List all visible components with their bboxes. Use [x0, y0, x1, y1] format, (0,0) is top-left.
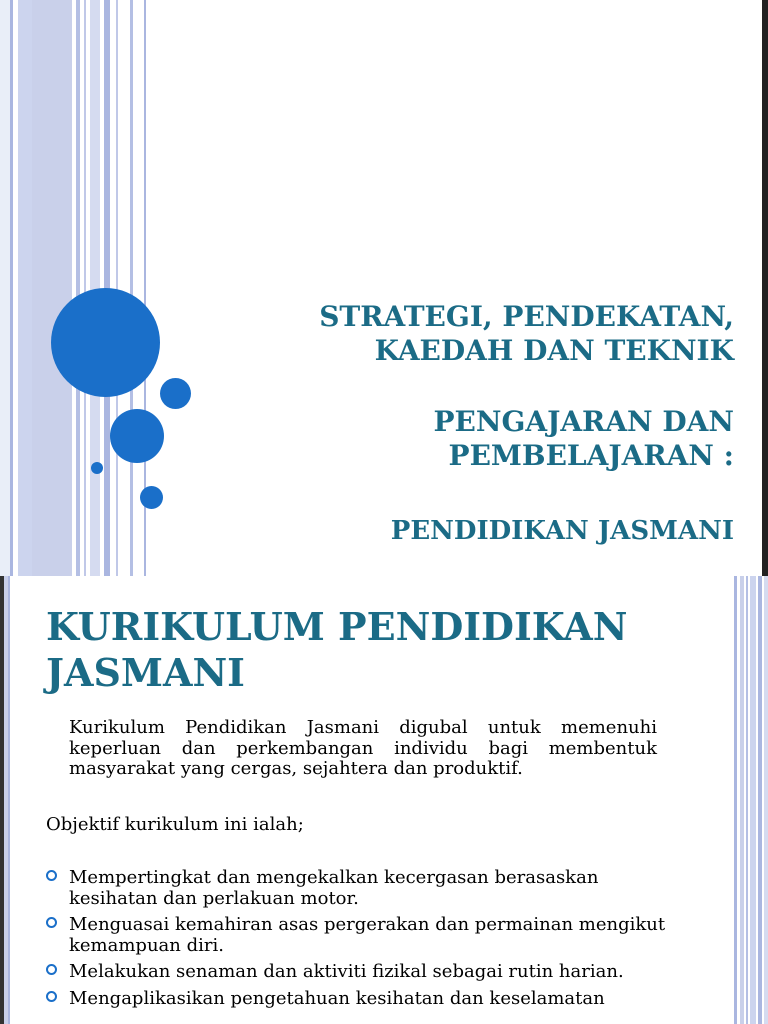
decorative-stripe [746, 576, 748, 1024]
heading-line: JASMANI [46, 650, 245, 695]
decorative-stripe [76, 0, 80, 576]
decorative-stripe [764, 576, 768, 1024]
slide-title [319, 300, 734, 368]
slide-border [762, 0, 768, 576]
decorative-circle-small [160, 378, 191, 409]
decorative-stripe [84, 0, 86, 576]
title-line: STRATEGI, PENDEKATAN, [319, 300, 734, 333]
decorative-stripe [130, 0, 133, 576]
decorative-stripe [734, 576, 737, 1024]
list-item [46, 989, 666, 1010]
hollow-circle-bullet-icon [46, 870, 57, 881]
content-slide [0, 576, 768, 1024]
subtitle-line: PEMBELAJARAN : [448, 439, 734, 472]
list-item-text: Mengaplikasikan pengetahuan kesihatan dan keselamatan [69, 987, 605, 1009]
decorative-stripe [10, 0, 13, 576]
decorative-stripe [32, 0, 72, 576]
decorative-circle-large [51, 288, 160, 397]
decorative-circle-medium [110, 409, 164, 463]
hollow-circle-bullet-icon [46, 991, 57, 1002]
decorative-stripe [758, 576, 762, 1024]
slide-heading [46, 604, 628, 696]
decorative-stripe [18, 0, 32, 576]
list-item [46, 868, 666, 909]
decorative-circle-small [140, 486, 163, 509]
intro-paragraph: Kurikulum Pendidikan Jasmani digubal untuk memenuhi keperluan dan perkembangan individu bagi membentuk masyarakat yang cergas, sejahtera dan produktif. [69, 717, 657, 779]
decorative-stripe [750, 576, 756, 1024]
decorative-circle-tiny [91, 462, 103, 474]
list-item [46, 962, 666, 983]
list-item-text: Melakukan senaman dan aktiviti fizikal sebagai rutin harian. [69, 961, 624, 982]
slide-subtitle [433, 405, 734, 473]
objective-list [46, 868, 666, 1015]
decorative-stripe [116, 0, 118, 576]
title-line: KAEDAH DAN TEKNIK [374, 334, 734, 367]
decorative-stripe [8, 576, 10, 1024]
hollow-circle-bullet-icon [46, 964, 57, 975]
list-item-text: Menguasai kemahiran asas pergerakan dan permainan mengikut kemampuan diri. [69, 914, 666, 956]
list-item-text: Mempertingkat dan mengekalkan kecergasan berasaskan kesihatan dan perlakuan motor. [69, 867, 599, 909]
list-item [46, 915, 666, 956]
subtitle-line: PENGAJARAN DAN [433, 405, 734, 438]
heading-line: KURIKULUM PENDIDIKAN [46, 604, 628, 649]
objective-intro: Objektif kurikulum ini ialah; [46, 814, 304, 835]
subject-line: PENDIDIKAN JASMANI [390, 516, 734, 546]
hollow-circle-bullet-icon [46, 917, 57, 928]
decorative-stripe [0, 0, 10, 576]
slide-subject [391, 514, 734, 548]
decorative-stripe [740, 576, 744, 1024]
